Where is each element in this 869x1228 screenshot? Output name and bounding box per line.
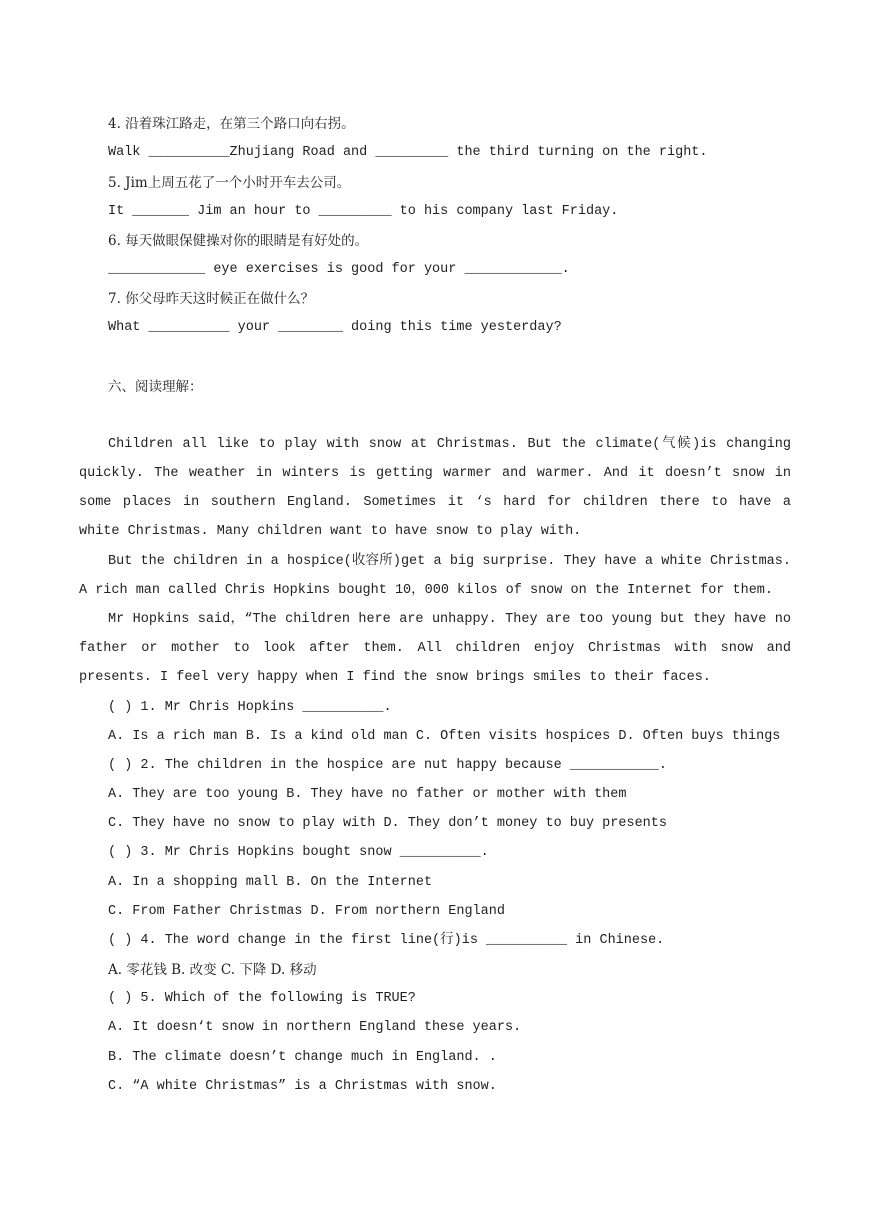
translation-item-6-zh: 6. 每天做眼保健操对你的眼睛是有好处的。: [108, 233, 369, 249]
passage-paragraph-3-text: Mr Hopkins said，“The children here are unhappy. They are too young but they have no father or mother to look after them. All children enjoy Christmas with snow and presents. I feel very happy when I find the snow brings smiles to their faces.: [79, 612, 791, 685]
question-5-option-a: A. It doesn‘t snow in northern England these years.: [108, 1020, 522, 1035]
question-5-option-b: B. The climate doesn’t change much in England. .: [108, 1050, 497, 1065]
passage-paragraph-3: [79, 605, 791, 692]
question-3-options-ab: A. In a shopping mall B. On the Internet: [108, 875, 433, 890]
question-3-stem: ( ) 3. Mr Chris Hopkins bought snow __________.: [108, 845, 489, 860]
section-heading-reading: 六、阅读理解：: [108, 379, 203, 395]
question-5-option-c: C. “A white Christmas” is a Christmas with snow.: [108, 1079, 497, 1094]
passage-paragraph-1: [79, 430, 791, 546]
question-2-stem: ( ) 2. The children in the hospice are nut happy because ___________.: [108, 758, 667, 773]
passage-paragraph-2: [79, 547, 791, 605]
translation-item-7-zh: 7. 你父母昨天这时候正在做什么？: [108, 291, 315, 307]
question-4-options: A. 零花钱 B. 改变 C. 下降 D. 移动: [108, 962, 317, 978]
translation-item-4-en: Walk __________Zhujiang Road and _________ the third turning on the right.: [108, 145, 708, 160]
question-2-options-ab: A. They are too young B. They have no father or mother with them: [108, 787, 627, 802]
question-1-options: A. Is a rich man B. Is a kind old man C. Often visits hospices D. Often buys things: [108, 729, 781, 744]
translation-item-7-en: What __________ your ________ doing this time yesterday?: [108, 320, 562, 335]
passage-paragraph-1-text: Children all like to play with snow at Christmas. But the climate(气候)is changing quickly. The weather in winters is getting warmer and warmer. And it doesn’t snow in some places in southern England. Sometimes it ‘s hard for children there to have a white Christmas. Many children want to have snow to play with.: [79, 437, 791, 539]
translation-item-6-en: ____________ eye exercises is good for your ____________.: [108, 262, 570, 277]
translation-item-4-zh: 4. 沿着珠江路走，在第三个路口向右拐。: [108, 116, 355, 132]
question-5-stem: ( ) 5. Which of the following is TRUE?: [108, 991, 416, 1006]
translation-item-5-en: It _______ Jim an hour to _________ to his company last Friday.: [108, 204, 619, 219]
question-3-options-cd: C. From Father Christmas D. From northern England: [108, 904, 505, 919]
question-4-stem: ( ) 4. The word change in the first line(行)is __________ in Chinese.: [108, 933, 665, 948]
passage-paragraph-2-text: But the children in a hospice(收容所)get a big surprise. They have a white Christmas. A rich man called Chris Hopkins bought 10，000 kilos of snow on the Internet for them.: [79, 554, 791, 598]
question-2-options-cd: C. They have no snow to play with D. They don’t money to buy presents: [108, 816, 667, 831]
translation-item-5-zh: 5. Jim上周五花了一个小时开车去公司。: [108, 175, 351, 191]
question-1-stem: ( ) 1. Mr Chris Hopkins __________.: [108, 700, 392, 715]
